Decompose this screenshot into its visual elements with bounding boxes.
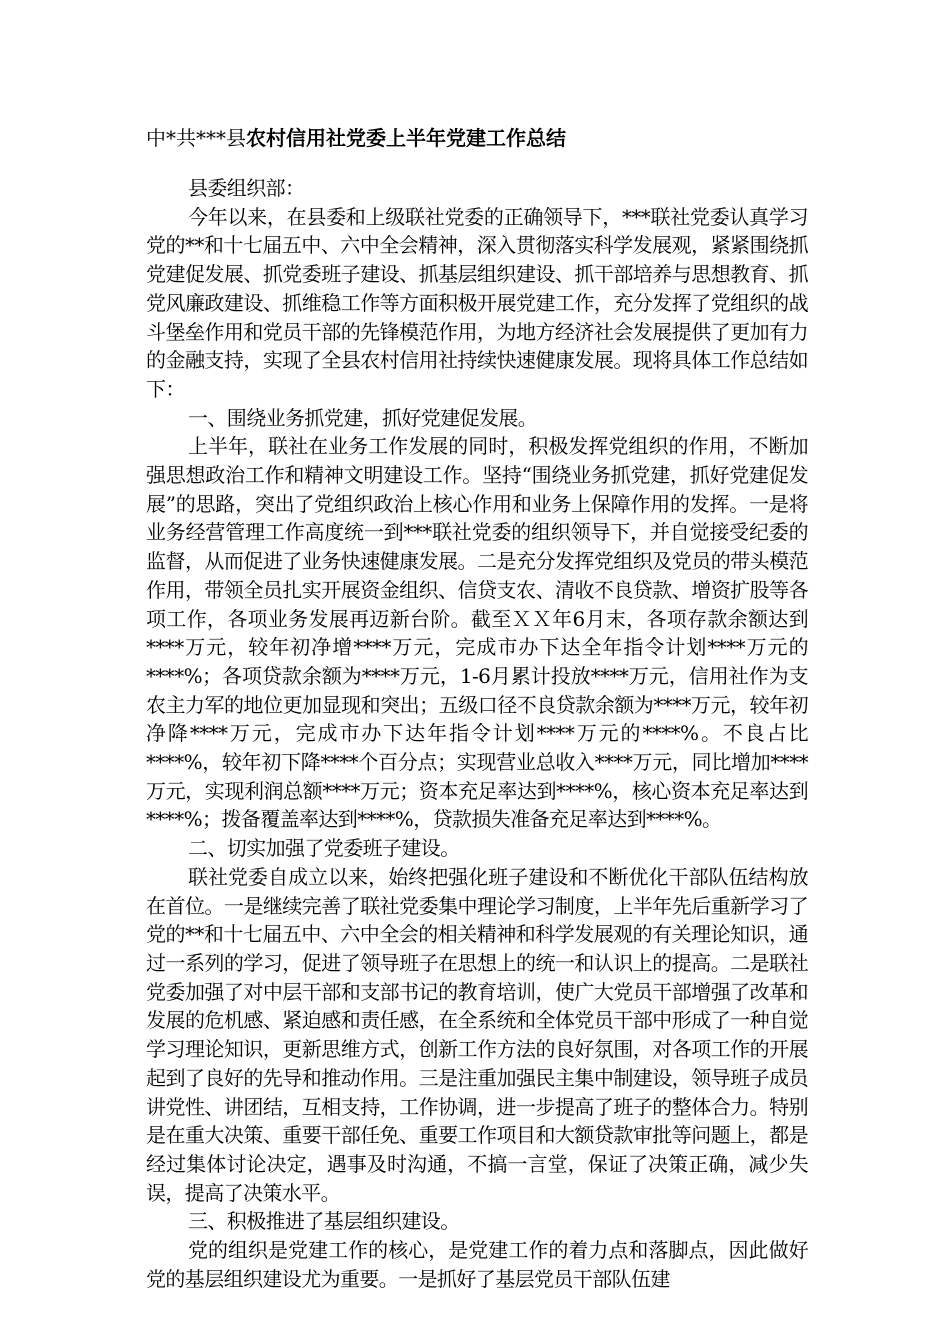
- document-body: [146, 174, 808, 1293]
- body-paragraph: 今年以来，在县委和上级联社党委的正确领导下，***联社党委认真学习党的**和十七届五中、六中全会精神，深入贯彻落实科学发展观，紧紧围绕抓党建促发展、抓党委班子建设、抓基层组织建设、抓干部培养与思想教育、抓党风廉政建设、抓维稳工作等方面积极开展党建工作，充分发挥了党组织的战斗堡垒作用和党员干部的先锋模范作用，为地方经济社会发展提供了更加有力的金融支持，实现了全县农村信用社持续快速健康发展。现将具体工作总结如下：: [146, 204, 808, 401]
- title-main: 农村信用社党委上半年党建工作总结: [246, 126, 566, 150]
- body-paragraph: 联社党委自成立以来，始终把强化班子建设和不断优化干部队伍结构放在首位。一是继续完善了联社党委集中理论学习制度，上半年先后重新学习了党的**和十七届五中、六中全会的相关精神和科学发展观的有关理论知识，通过一系列的学习，促进了领导班子在思想上的统一和认识上的提高。二是联社党委加强了对中层干部和支部书记的教育培训，使广大党员干部增强了改革和发展的危机感、紧迫感和责任感，在全系统和全体党员干部中形成了一种自觉学习理论知识，更新思维方式，创新工作方法的良好氛围，对各项工作的开展起到了良好的先导和推动作用。三是注重加强民主集中制建设，领导班子成员讲党性、讲团结，互相支持，工作协调，进一步提高了班子的整体合力。特别是在重大决策、重要干部任免、重要工作项目和大额贷款审批等问题上，都是经过集体讨论决定，遇事及时沟通，不搞一言堂，保证了决策正确，减少失误，提高了决策水平。: [146, 864, 808, 1205]
- section-heading: 一、围绕业务抓党建，抓好党建促发展。: [188, 405, 538, 430]
- salutation: 县委组织部：: [188, 176, 305, 200]
- body-paragraph: 党的组织是党建工作的核心，是党建工作的着力点和落脚点，因此做好党的基层组织建设尤为重要。一是抓好了基层党员干部队伍建: [146, 1238, 808, 1291]
- section-heading: 三、积极推进了基层组织建设。: [188, 1209, 460, 1234]
- document-title: [146, 124, 566, 152]
- title-prefix: 中*共***县: [146, 126, 246, 150]
- section-heading: 二、切实加强了党委班子建设。: [188, 836, 460, 861]
- body-paragraph: 上半年，联社在业务工作发展的同时，积极发挥党组织的作用，不断加强思想政治工作和精神文明建设工作。坚持“围绕业务抓党建，抓好党建促发展”的思路，突出了党组织政治上核心作用和业务上保障作用的发挥。一是将业务经营管理工作高度统一到***联社党委的组织领导下，并自觉接受纪委的监督，从而促进了业务快速健康发展。二是充分发挥党组织及党员的带头模范作用，带领全员扎实开展资金组织、信贷支农、清收不良贷款、增资扩股等各项工作，各项业务发展再迈新台阶。截至ＸＸ年6月末，各项存款余额达到****万元，较年初净增****万元，完成市办下达全年指令计划****万元的****%；各项贷款余额为****万元，1-6月累计投放****万元，信用社作为支农主力军的地位更加显现和突出；五级口径不良贷款余额为****万元，较年初净降****万元，完成市办下达年指令计划****万元的****%。不良占比****%，较年初下降****个百分点；实现营业总收入****万元，同比增加****万元，实现利润总额****万元；资本充足率达到****%，核心资本充足率达到****%；拨备覆盖率达到****%，贷款损失准备充足率达到****%。: [146, 434, 808, 832]
